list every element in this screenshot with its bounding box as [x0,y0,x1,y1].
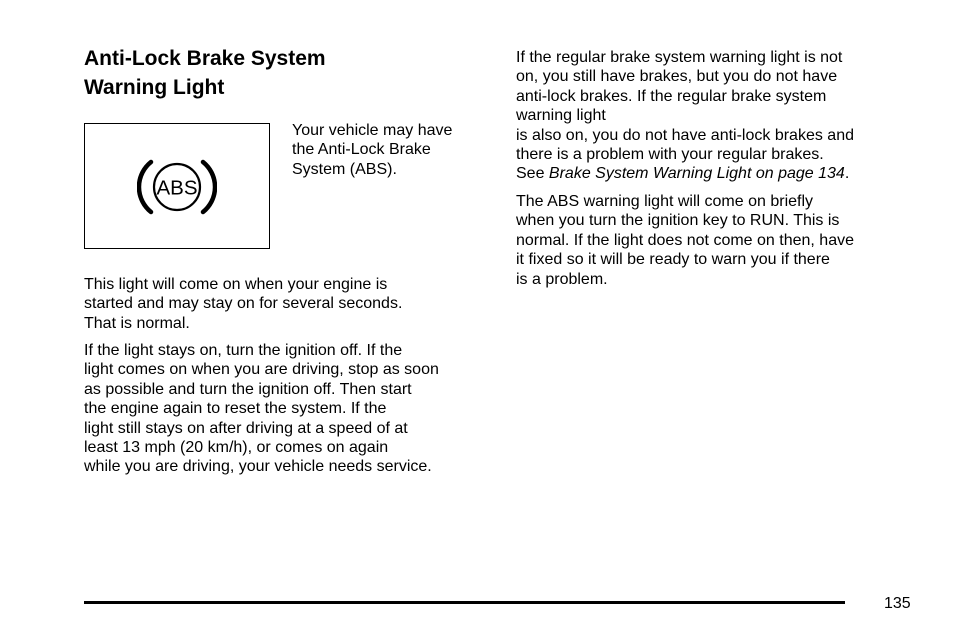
cross-reference: Brake System Warning Light on page 134 [548,165,845,183]
text-line: is also on, you do not have anti-lock brakes and [516,126,854,144]
text-line: it fixed so it will be ready to warn you if there [516,251,830,269]
caption-line: the Anti-Lock Brake [292,141,431,159]
text-line: while you are driving, your vehicle needs service. [84,458,432,476]
footer-rule [84,601,845,604]
text-line: the engine again to reset the system. If the [84,400,387,418]
heading-line-2: Warning Light [84,76,225,99]
text-line: when you turn the ignition key to RUN. This is [516,212,840,230]
text-line: on, you still have brakes, but you do not have [516,68,838,86]
text-line: warning light [516,107,606,125]
text-line: started and may stay on for several seconds. [84,295,403,313]
cross-reference-line [516,164,854,183]
text-line: anti-lock brakes. If the regular brake system [516,87,827,105]
text-line: If the regular brake system warning light is not [516,49,843,66]
heading-line-1: Anti-Lock Brake System [84,47,326,70]
text-line: This light will come on when your engine is [84,276,388,293]
caption-line: Your vehicle may have [292,122,453,139]
right-paragraph-1 [516,48,854,184]
text-line: normal. If the light does not come on then, have [516,231,854,249]
text-line: If the light stays on, turn the ignition off. If the [84,342,403,359]
text-line: light comes on when you are driving, stop as soon [84,361,439,379]
left-paragraph-1 [84,275,402,333]
text-line: is a problem. [516,270,608,288]
text-line: That is normal. [84,314,190,332]
section-heading [84,44,326,102]
right-paragraph-2 [516,192,854,289]
text-line: there is a problem with your regular brakes. [516,146,824,164]
left-paragraph-2 [84,341,439,477]
text-line: The ABS warning light will come on briefly [516,193,814,210]
see-suffix: . [844,165,850,183]
warning-light-illustration [84,123,270,249]
text-line: light still stays on after driving at a speed of at [84,419,408,437]
abs-warning-icon [137,154,217,220]
caption-line: System (ABS). [292,160,397,178]
page-number: 135 [884,595,911,612]
text-line: as possible and turn the ignition off. Then start [84,380,412,398]
text-line: least 13 mph (20 km/h), or comes on again [84,439,389,457]
abs-icon-label: ABS [156,176,198,200]
illustration-caption [292,121,452,179]
see-prefix: See [516,165,549,183]
